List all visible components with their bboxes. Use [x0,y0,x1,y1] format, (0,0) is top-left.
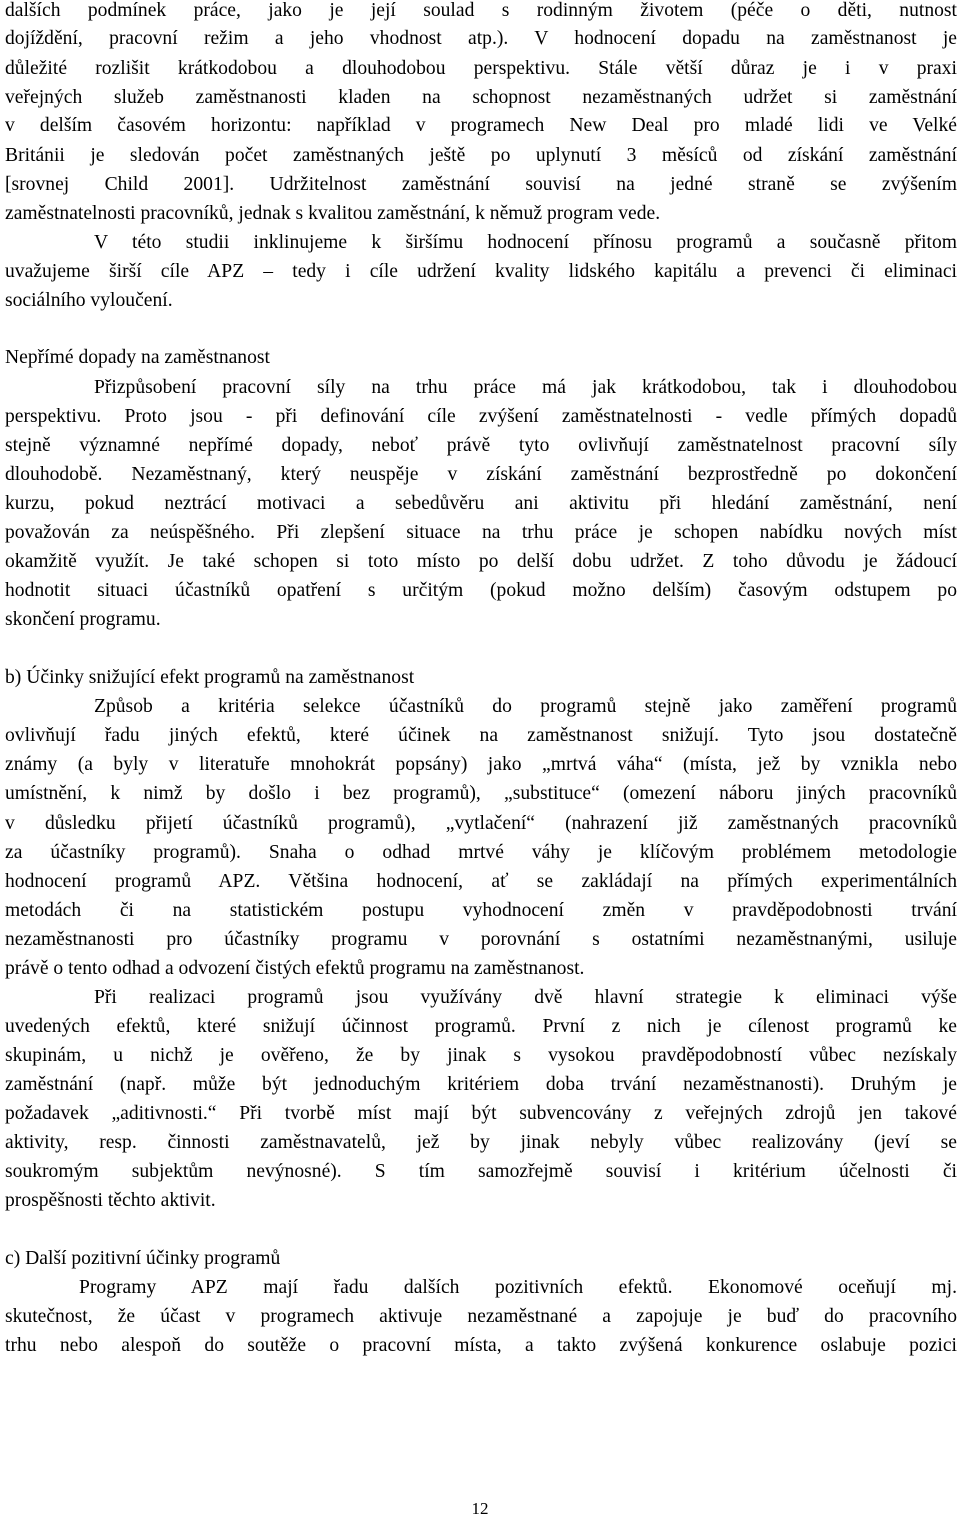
paragraph-6-line-2: skutečnost, že účast v programech aktivuje nezaměstnané a zapojuje je buď do pracovního [5,1306,957,1327]
paragraph-6-line-1: Programy APZ mají řadu dalších pozitivních efektů. Ekonomové oceňují mj. [79,1277,957,1298]
paragraph-3-line-3: stejně významné nepřímé dopady, neboť právě tyto ovlivňují zaměstnatelnost pracovní síly [5,435,957,456]
paragraph-3-line-7: okamžitě využít. Je také schopen si toto místo po delší dobu udržet. Z toho důvodu je žádoucí [5,551,957,572]
section-heading-b: b) Účinky snižující efekt programů na zaměstnanost [5,667,415,688]
paragraph-5-line-5: požadavek „aditivnosti.“ Při tvorbě míst mají být subvencovány z veřejných zdrojů jen takové [5,1103,957,1124]
paragraph-3-line-5: kurzu, pokud neztrácí motivaci a sebedůvěru ani aktivitu při hledání zaměstnání, není [5,493,957,514]
paragraph-4-line-2: ovlivňují řadu jiných efektů, které účinek na zaměstnanost snižují. Tyto jsou dostatečně [5,725,957,746]
paragraph-4-line-4: umístnění, k nimž by došlo i bez programů), „substituce“ (omezení náboru jiných pracovníků [5,783,957,804]
section-heading-indirect-effects: Nepřímé dopady na zaměstnanost [5,347,270,368]
paragraph-4-line-7: hodnocení programů APZ. Většina hodnocení, ať se zakládají na přímých experimentálních [5,871,957,892]
paragraph-4-line-3: známy (a byly v literatuře mnohokrát popsány) jako „mrtvá váha“ (místa, jež by vznikla nebo [5,754,957,775]
paragraph-2-line-3: sociálního vyloučení. [5,290,173,311]
paragraph-4-line-10: právě o tento odhad a odvození čistých efektů programu na zaměstnanost. [5,958,585,979]
paragraph-4-line-1: Způsob a kritéria selekce účastníků do programů stejně jako zaměření programů [94,696,957,717]
paragraph-1-line-2: dojíždění, pracovní režim a jeho vhodnost atp.). V hodnocení dopadu na zaměstnanost je [5,28,957,49]
paragraph-5-line-7: soukromým subjektům nevýnosné). S tím samozřejmě souvisí i kritérium účelnosti či [5,1161,957,1182]
paragraph-4-line-9: nezaměstnanosti pro účastníky programu v porovnání s ostatními nezaměstnanými, usiluje [5,929,957,950]
paragraph-4-line-6: za účastníky programů). Snaha o odhad mrtvé váhy je klíčovým problémem metodologie [5,842,957,863]
paragraph-3-line-1: Přizpůsobení pracovní síly na trhu práce má jak krátkodobou, tak i dlouhodobou [94,377,957,398]
paragraph-5-line-3: skupinám, u nichž je ověřeno, že by jinak s vysokou pravděpodobností vůbec nezískaly [5,1045,957,1066]
paragraph-3-line-2: perspektivu. Proto jsou - při definování cíle zvýšení zaměstnatelnosti - vedle přímých dopadů [5,406,957,427]
paragraph-1-line-6: Británii je sledován počet zaměstnaných ještě po uplynutí 3 měsíců od získání zaměstnání [5,145,957,166]
paragraph-4-line-5: v důsledku přijetí účastníků programů), „vytlačení“ (nahrazení již zaměstnaných pracovníků [5,813,957,834]
paragraph-1-line-4: veřejných služeb zaměstnanosti kladen na schopnost nezaměstnaných udržet si zaměstnání [5,87,957,108]
paragraph-1-line-7: [srovnej Child 2001]. Udržitelnost zaměstnání souvisí na jedné straně se zvýšením [5,174,957,195]
paragraph-3-line-6: považován za neúspěšného. Při zlepšení situace na trhu práce je schopen nabídku nových míst [5,522,957,543]
paragraph-5-line-1: Při realizaci programů jsou využívány dvě hlavní strategie k eliminaci výše [94,987,957,1008]
paragraph-1-line-8: zaměstnatelnosti pracovníků, jednak s kvalitou zaměstnání, k němuž program vede. [5,203,661,224]
paragraph-1-line-1: dalších podmínek práce, jako je její soulad s rodinným životem (péče o děti, nutnost [5,0,957,21]
paragraph-3-line-4: dlouhodobě. Nezaměstnaný, který neuspěje v získání zaměstnání bezprostředně po dokončení [5,464,957,485]
paragraph-3-line-9: skončení programu. [5,609,161,630]
paragraph-2-line-2: uvažujeme širší cíle APZ – tedy i cíle udržení kvality lidského kapitálu a prevenci či eliminaci [5,261,957,282]
paragraph-6-line-3: trhu nebo alespoň do soutěže o pracovní místa, a takto zvýšená konkurence oslabuje pozici [5,1335,957,1356]
paragraph-3-line-8: hodnotit situaci účastníků opatření s určitým (pokud možno delším) časovým odstupem po [5,580,957,601]
paragraph-5-line-6: aktivity, resp. činnosti zaměstnavatelů, jež by jinak nebyly vůbec realizovány (jeví se [5,1132,957,1153]
paragraph-5-line-4: zaměstnání (např. může být jednoduchým kritériem doba trvání nezaměstnanosti). Druhým je [5,1074,957,1095]
paragraph-1-line-3: důležité rozlišit krátkodobou a dlouhodobou perspektivu. Stále větší důraz je i v praxi [5,58,957,79]
page-number: 12 [471,1499,489,1518]
paragraph-2-line-1: V této studii inklinujeme k širšímu hodnocení přínosu programů a současně přitom [94,232,957,253]
section-heading-c: c) Další pozitivní účinky programů [5,1248,281,1269]
paragraph-1-line-5: v delším časovém horizontu: například v programech New Deal pro mladé lidi ve Velké [5,115,957,136]
paragraph-5-line-8: prospěšnosti těchto aktivit. [5,1190,216,1211]
paragraph-4-line-8: metodách či na statistickém postupu vyhodnocení změn v pravděpodobnosti trvání [5,900,957,921]
paragraph-5-line-2: uvedených efektů, které snižují účinnost programů. První z nich je cílenost programů ke [5,1016,957,1037]
